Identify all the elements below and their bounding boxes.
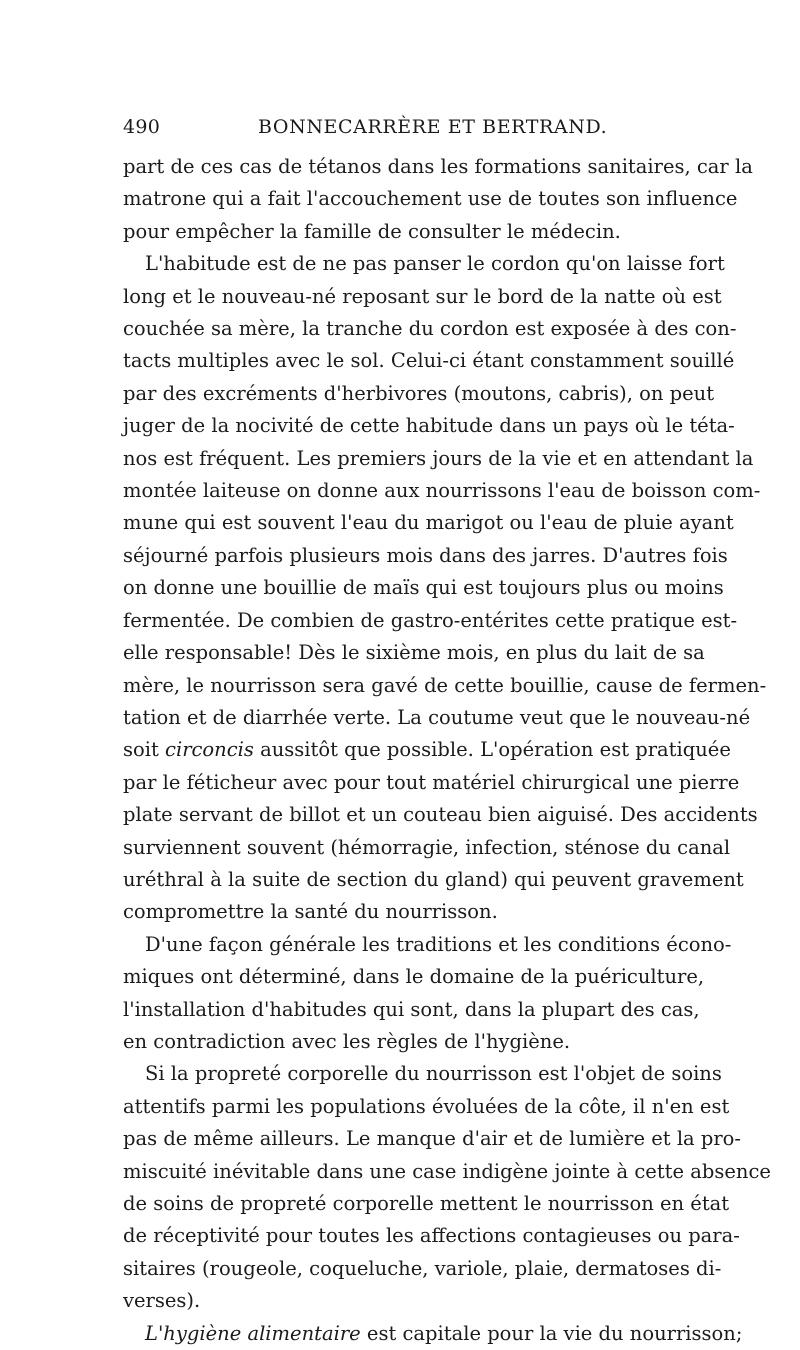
paragraph-4 <box>123 1058 771 1317</box>
text-line: en contradiction avec les règles de l'hygiène. <box>123 1029 571 1053</box>
italic-hygiene-alimentaire: L'hygiène alimentaire <box>145 1321 361 1345</box>
text-line: nos est fréquent. Les premiers jours de la vie et en attendant la <box>123 446 754 470</box>
text-line: l'installation d'habitudes qui sont, dans la plupart des cas, <box>123 997 700 1021</box>
text-line-hygiene <box>123 1318 743 1350</box>
text-line: de réceptivité pour toutes les affections contagieuses ou para- <box>123 1224 740 1248</box>
text-line: couchée sa mère, la tranche du cordon est exposée à des con- <box>123 317 737 341</box>
text-line: sitaires (rougeole, coqueluche, variole, plaie, dermatoses di- <box>123 1256 722 1280</box>
running-title: BONNECARRÈRE ET BERTRAND. <box>258 116 608 138</box>
text-line: mune qui est souvent l'eau du marigot ou l'eau de pluie ayant <box>123 511 734 535</box>
text-line: mère, le nourrisson sera gavé de cette bouillie, cause de fermen- <box>123 673 767 697</box>
text-line: tacts multiples avec le sol. Celui-ci étant constamment souillé <box>123 349 735 373</box>
text-line: attentifs parmi les populations évoluées de la côte, il n'en est <box>123 1094 730 1118</box>
text-line: long et le nouveau-né reposant sur le bord de la natte où est <box>123 284 722 308</box>
text-line: verses). <box>123 1289 201 1313</box>
text-line: par des excréments d'herbivores (moutons, cabris), on peut <box>123 381 715 405</box>
text-line: plate servant de billot et un couteau bien aiguisé. Des accidents <box>123 803 758 827</box>
text-line: pour empêcher la famille de consulter le médecin. <box>123 219 621 243</box>
paragraph-1 <box>123 151 753 248</box>
text-line: de soins de propreté corporelle mettent le nourrisson en état <box>123 1192 730 1215</box>
text-line: on donne une bouillie de maïs qui est toujours plus ou moins <box>123 576 724 600</box>
text-line: tation et de diarrhée verte. La coutume veut que le nouveau-né <box>123 705 751 729</box>
text-line: montée laiteuse on donne aux nourrissons l'eau de boisson com- <box>123 479 761 503</box>
page-number: 490 <box>123 116 161 138</box>
paragraph-5 <box>123 1318 743 1350</box>
text-line: par le féticheur avec pour tout matériel chirurgical une pierre <box>123 770 740 794</box>
text-line: surviennent souvent (hémorragie, infection, sténose du canal <box>123 835 731 859</box>
text-line: D'une façon générale les traditions et les conditions écono- <box>145 932 732 956</box>
text-line: pas de même ailleurs. Le manque d'air et de lumière et la pro- <box>123 1127 742 1151</box>
text-line: juger de la nocivité de cette habitude dans un pays où le téta- <box>123 414 735 438</box>
text-line: L'habitude est de ne pas panser le cordon qu'on laisse fort <box>145 252 725 276</box>
paragraph-2 <box>123 248 767 929</box>
text-line: compromettre la santé du nourrisson. <box>123 900 498 924</box>
text-after-circoncis: aussitôt que possible. L'opération est pratiquée <box>260 738 731 762</box>
text-line: miques ont déterminé, dans le domaine de la puériculture, <box>123 965 705 989</box>
text-line: miscuité inévitable dans une case indigène jointe à cette absence <box>123 1159 771 1183</box>
page-header <box>123 116 699 144</box>
italic-circoncis: circoncis <box>165 738 254 762</box>
word-soit: soit <box>123 738 159 762</box>
text-after-hygiene: est capitale pour la vie du nourrisson; <box>366 1321 743 1345</box>
text-line-circumcision <box>123 734 731 766</box>
text-line: matrone qui a fait l'accouchement use de toutes son influence <box>123 187 738 211</box>
text-line: Si la propreté corporelle du nourrisson est l'objet de soins <box>145 1062 722 1086</box>
text-line: elle responsable! Dès le sixième mois, en plus du lait de sa <box>123 641 705 665</box>
paragraph-3 <box>123 929 732 1059</box>
text-line: uréthral à la suite de section du gland) qui peuvent gravement <box>123 867 744 891</box>
text-line: fermentée. De combien de gastro-entérites cette pratique est- <box>123 608 738 632</box>
text-line: part de ces cas de tétanos dans les formations sanitaires, car la <box>123 155 753 178</box>
body-text <box>123 151 771 1350</box>
text-line: séjourné parfois plusieurs mois dans des jarres. D'autres fois <box>123 543 728 567</box>
